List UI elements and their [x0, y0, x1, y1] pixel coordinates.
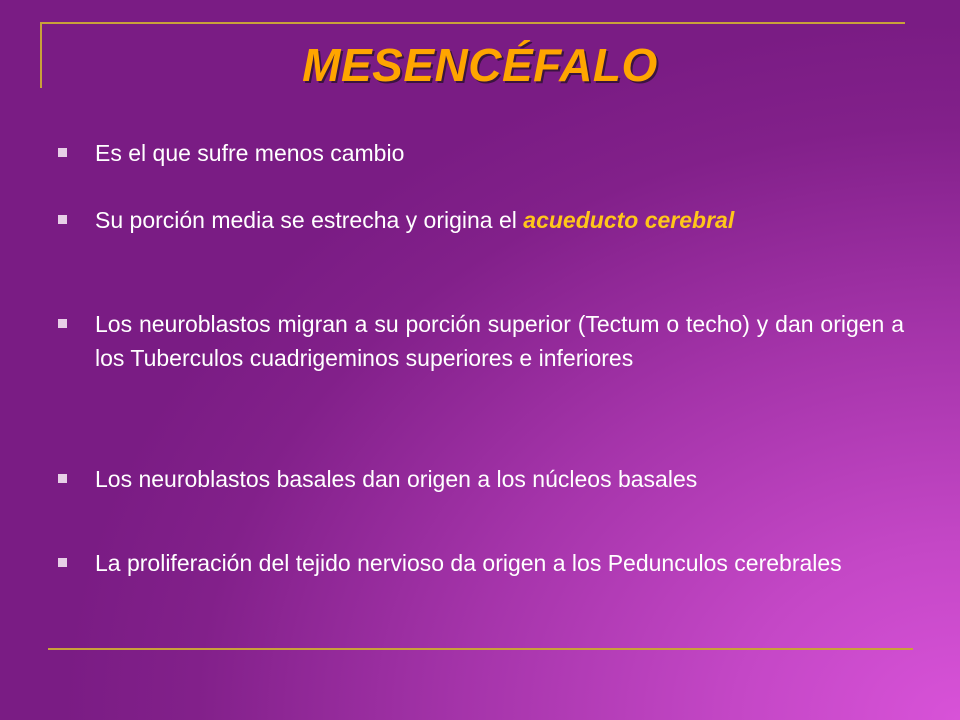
bullet-item [58, 462, 904, 496]
bullet-text-plain: Su porción media se estrecha y origina el [95, 207, 524, 233]
bottom-rule [48, 648, 913, 650]
bullet-square-icon [58, 558, 67, 567]
slide-title: MESENCÉFALO [302, 39, 658, 91]
bullet-item [58, 203, 904, 237]
bullet-item [58, 307, 904, 375]
bullet-item [58, 546, 904, 580]
bullet-text: Los neuroblastos basales dan origen a los núcleos basales [95, 466, 698, 492]
bullet-text: Los neuroblastos migran a su porción superior (Tectum o techo) y dan origen a los Tuberculos cuadrigeminos superiores e inferiores [95, 311, 904, 371]
bullet-square-icon [58, 319, 67, 328]
bullet-item [58, 136, 904, 170]
bullet-square-icon [58, 148, 67, 157]
bullet-text: La proliferación del tejido nervioso da origen a los Pedunculos cerebrales [95, 550, 842, 576]
bullet-square-icon [58, 474, 67, 483]
bullet-text [95, 203, 904, 237]
bullet-square-icon [58, 215, 67, 224]
highlight-term: acueducto cerebral [523, 207, 735, 233]
bullet-text: Es el que sufre menos cambio [95, 140, 405, 166]
